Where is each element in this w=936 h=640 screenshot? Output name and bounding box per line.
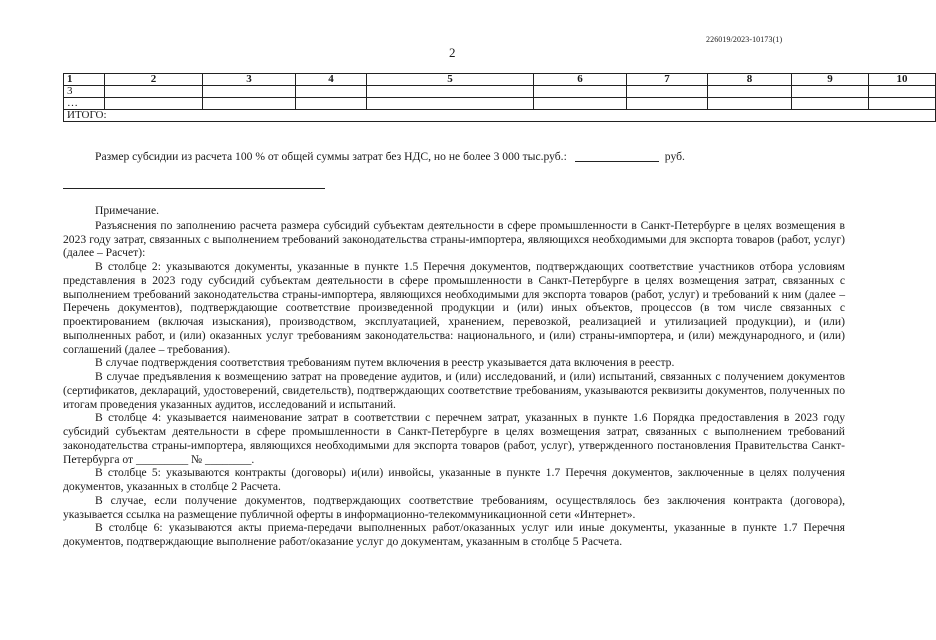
calculation-table	[63, 73, 936, 122]
subsidy-amount-blank	[575, 150, 659, 162]
subsidy-line	[95, 150, 685, 163]
table-header-cell: 4	[296, 74, 367, 86]
table-cell	[792, 86, 869, 98]
table-cell	[203, 86, 296, 98]
table-header-cell: 5	[367, 74, 534, 86]
table-cell	[708, 98, 792, 110]
table-cell	[869, 98, 936, 110]
table-cell	[105, 86, 203, 98]
footnote-separator	[63, 188, 325, 189]
table-cell	[105, 98, 203, 110]
notes-paragraph: В случае, если получение документов, подтверждающих соответствие требованиям, осуществлялось без заключения контракта (договора), указывается ссылка на размещение публичной оферты в информационно-телекоммуникационной сети «Интернет».	[63, 493, 845, 521]
table-cell: 3	[64, 86, 105, 98]
notes-paragraph: В столбце 2: указываются документы, указанные в пункте 1.5 Перечня документов, подтверждающих соответствие участников отбора условиям представления в 2023 году субсидий субъектам деятельности в сфере промышленности в Санкт-Петербурге в целях возмещения затрат, связанных с выполнением требований законодательства страны-импортера, являющихся необходимыми для экспорта товаров (работ, услуг) и требований к ним (далее – Перечень документов), подтверждающие соответствие произведенной продукции и (или) иных объектов, процессов (в том числе связанных с проектированием (включая изыскания), производством, эксплуатацией, хранением, перевозкой, реализацией и утилизацией продукции), и (или) выполненных работ, и (или) оказанных услуг требованиям законодательства: национального, и (или) страны-импортера, и (или) международного, и (или) соглашений (далее – требования).	[63, 260, 845, 356]
table-cell	[792, 98, 869, 110]
notes-section	[63, 204, 845, 549]
table-cell	[534, 86, 627, 98]
table-header-cell: 8	[708, 74, 792, 86]
table-header-cell: 9	[792, 74, 869, 86]
table-cell	[367, 98, 534, 110]
table-header-cell: 6	[534, 74, 627, 86]
table-header-cell: 1	[64, 74, 105, 86]
table-header-cell: 10	[869, 74, 936, 86]
table-cell	[367, 86, 534, 98]
notes-paragraph: В случае подтверждения соответствия требованиям путем включения в реестр указывается дата включения в реестр.	[95, 356, 675, 370]
notes-heading: Примечание.	[95, 204, 159, 217]
table-header-row	[64, 74, 936, 86]
table-total-label: ИТОГО:	[64, 110, 936, 122]
subsidy-text: Размер субсидии из расчета 100 % от общей суммы затрат без НДС, но не более 3 000 тыс.руб.:	[95, 150, 567, 163]
notes-paragraph: В случае предъявления к возмещению затрат на проведение аудитов, и (или) исследований, и (или) испытаний, связанных с получением документов (сертификатов, деклараций, удостоверений, свидетельств), подтверждающих соответствие требованиям, указываются реквизиты документов, полученных по итогам проведения указанных аудитов, исследований и испытаний.	[63, 370, 845, 411]
table-cell	[534, 98, 627, 110]
table-cell	[296, 98, 367, 110]
table-cell	[869, 86, 936, 98]
notes-paragraph: В столбце 4: указывается наименование затрат в соответствии с перечнем затрат, указанных в пункте 1.6 Порядка предоставления в 2023 году субсидий субъектам деятельности в сфере промышленности в Санкт-Петербурге в целях возмещения затрат, связанных с выполнением требований законодательства страны-импортера, являющихся необходимыми для экспорта товаров (работ, услуг), утвержденного постановления Правительства Санкт-Петербурга от _________ № ________.	[63, 411, 845, 466]
notes-paragraph: В столбце 6: указываются акты приема-передачи выполненных работ/оказанных услуг или иные документы, указанные в пункте 1.7 Перечня документов, подтверждающие выполнение работ/оказание услуг до документам, указанным в столбце 5 Расчета.	[63, 521, 845, 548]
table-cell: …	[64, 98, 105, 110]
table-cell	[203, 98, 296, 110]
notes-paragraph: В столбце 5: указываются контракты (договоры) и(или) инвойсы, указанные в пункте 1.7 Перечня документов, заключенные в целях получения документов, указанных в столбце 2 Расчета.	[63, 466, 845, 493]
table-cell	[708, 86, 792, 98]
table-header-cell: 2	[105, 74, 203, 86]
page-number: 2	[449, 45, 456, 60]
table-header-cell: 7	[627, 74, 708, 86]
table-total-row	[64, 110, 936, 122]
table-row	[64, 98, 936, 110]
table-cell	[296, 86, 367, 98]
table-row	[64, 86, 936, 98]
table-cell	[627, 86, 708, 98]
notes-paragraph: Разъяснения по заполнению расчета размера субсидий субъектам деятельности в сфере промышленности в Санкт-Петербурге в целях возмещения в 2023 году затрат, связанных с выполнением требований законодательства страны-импортера, являющихся необходимыми для экспорта товаров (работ, услуг) (далее – Расчет):	[63, 218, 845, 260]
table-cell	[627, 98, 708, 110]
table-header-cell: 3	[203, 74, 296, 86]
document-number: 226019/2023-10173(1)	[706, 35, 783, 44]
subsidy-unit: руб.	[664, 150, 685, 163]
